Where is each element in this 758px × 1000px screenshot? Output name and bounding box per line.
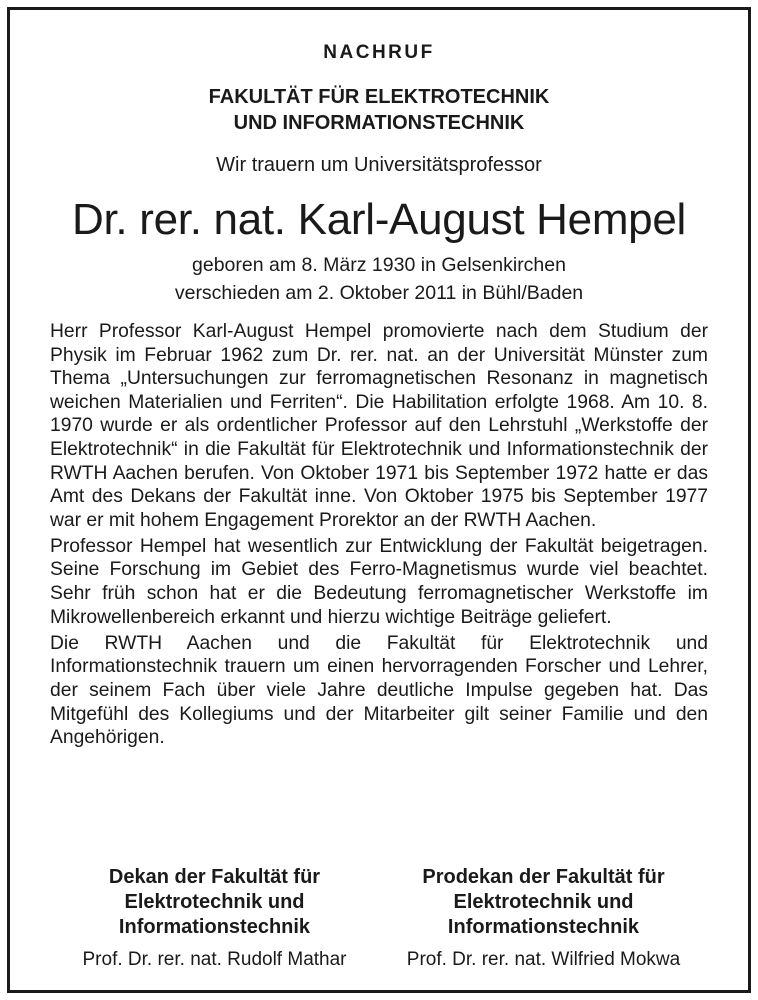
obituary-heading: NACHRUF [323,42,435,63]
deceased-name: Dr. rer. nat. Karl-August Hempel [72,195,686,244]
faculty-name [10,84,748,136]
death-line: verschieden am 2. Oktober 2011 in Bühl/Baden [174,282,584,304]
signature-vice-dean [379,865,708,972]
body-paragraph-1: Herr Professor Karl-August Hempel promovierte nach dem Studium der Physik im Februar 1962 zum Dr. rer. nat. an der Universität Münster zum Thema „Untersuchungen zur ferromagnetischen Resonanz in magnetisch weichen Materialien und Ferriten“. Die Habilitation erfolgte 1968. Am 10. 8. 1970 wurde er als ordentlicher Professor auf den Lehrstuhl „Werkstoffe der Elektrotechnik“ in die Fakultät für Elektrotechnik und Informationstechnik der RWTH Aachen berufen. Von Oktober 1971 bis September 1972 hatte er das Amt des Dekans der Fakultät inne. Von Oktober 1975 bis September 1977 war er mit hohem Engagement Prorektor an der RWTH Aachen. [50,321,708,531]
vice-dean-title [379,865,708,940]
body-paragraph-3: Die RWTH Aachen und die Fakultät für Elektrotechnik und Informationstechnik trauern um einen hervorragenden Forscher und Lehrer, der seinem Fach über viele Jahre deutliche Impulse gegeben hat. Das Mitgefühl des Kollegiums und der Mitarbeiter gilt seiner Familie und den Angehörigen. [50,632,708,749]
mourning-line: Wir trauern um Universitätsprofessor [216,154,542,176]
vice-dean-title-line-2: Elektrotechnik und [453,891,634,913]
dean-name: Prof. Dr. rer. nat. Rudolf Mathar [82,949,347,970]
vice-dean-title-line-3: Informationstechnik [447,916,640,938]
birth-line: geboren am 8. März 1930 in Gelsenkirchen [192,254,566,276]
body-paragraph-2: Professor Hempel hat wesentlich zur Entwicklung der Fakultät beigetragen. Seine Forschung im Gebiet des Ferro-Magnetismus wurde viel beachtet. Sehr früh schon hat er die Bedeutung ferromagnetischer Werkstoffe im Mikrowellenbereich erkannt und hierzu wichtige Beiträge geliefert. [50,535,708,628]
dean-title-line-2: Elektrotechnik und [124,891,305,913]
vice-dean-title-line-1: Prodekan der Fakultät für [422,866,665,888]
life-dates [10,251,748,307]
signature-block [50,865,708,972]
vice-dean-name: Prof. Dr. rer. nat. Wilfried Mokwa [406,949,681,970]
faculty-line-2: UND INFORMATIONSTECHNIK [233,112,525,134]
dean-title [50,865,379,940]
obituary-frame [7,7,751,993]
signature-dean [50,865,379,972]
faculty-line-1: FAKULTÄT FÜR ELEKTROTECHNIK [208,86,550,108]
dean-title-line-1: Dekan der Fakultät für [108,866,321,888]
obituary-body [50,320,708,752]
dean-title-line-3: Informationstechnik [118,916,311,938]
